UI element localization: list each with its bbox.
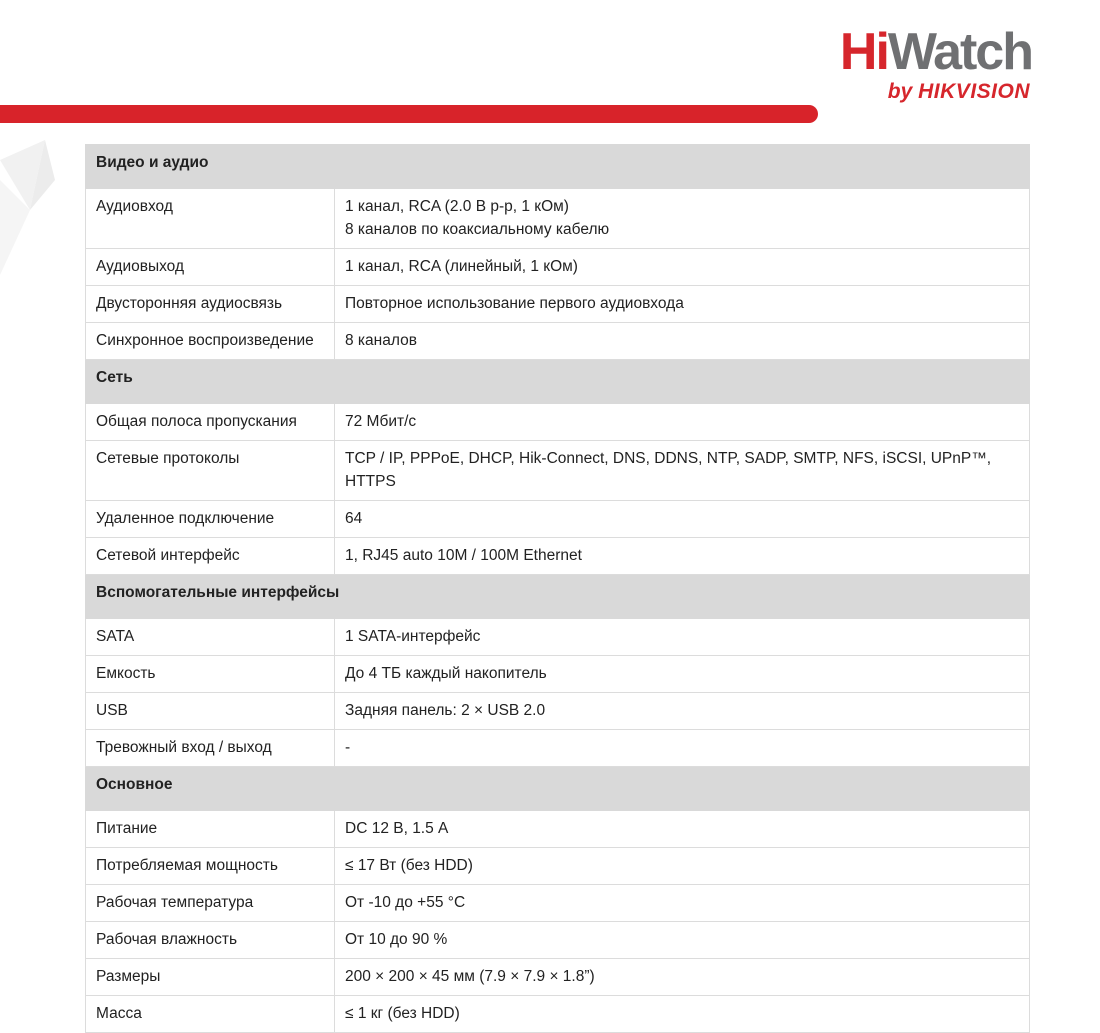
spec-value-line: Повторное использование первого аудиовхода xyxy=(345,295,684,312)
spec-row xyxy=(86,959,1030,996)
spec-label: Емкость xyxy=(86,656,335,693)
spec-label: Аудиовыход xyxy=(86,249,335,286)
spec-value-line: - xyxy=(345,739,351,756)
spec-label: Масса xyxy=(86,996,335,1033)
spec-value-line: 8 каналов xyxy=(345,332,417,349)
logo-wordmark xyxy=(839,23,1032,81)
spec-row xyxy=(86,885,1030,922)
specifications-table xyxy=(85,144,1030,1033)
spec-value-line: 1, RJ45 auto 10M / 100M Ethernet xyxy=(345,547,582,564)
spec-row xyxy=(86,656,1030,693)
spec-value xyxy=(335,323,1030,360)
section-header-row xyxy=(86,145,1030,189)
spec-value-line: 72 Мбит/с xyxy=(345,413,417,430)
spec-row xyxy=(86,811,1030,848)
section-header-row xyxy=(86,767,1030,811)
spec-value-line: 8 каналов по коаксиальному кабелю xyxy=(345,221,610,238)
spec-label: Потребляемая мощность xyxy=(86,848,335,885)
spec-value xyxy=(335,538,1030,575)
spec-value-line: 1 SATA-интерфейс xyxy=(345,628,481,645)
spec-value-line: До 4 ТБ каждый накопитель xyxy=(345,665,547,682)
spec-row xyxy=(86,848,1030,885)
spec-value-line: От 10 до 90 % xyxy=(345,931,448,948)
spec-label: Рабочая температура xyxy=(86,885,335,922)
logo-hi-text: Hi xyxy=(839,23,888,81)
spec-value-line: ≤ 1 кг (без HDD) xyxy=(345,1005,460,1022)
spec-value xyxy=(335,441,1030,501)
spec-value xyxy=(335,848,1030,885)
section-header-row xyxy=(86,360,1030,404)
spec-value xyxy=(335,730,1030,767)
spec-value-line: 64 xyxy=(345,510,363,527)
spec-label: Двусторонняя аудиосвязь xyxy=(86,286,335,323)
spec-row xyxy=(86,404,1030,441)
spec-label: Синхронное воспроизведение xyxy=(86,323,335,360)
logo-watch-text: Watch xyxy=(887,23,1032,81)
spec-value xyxy=(335,501,1030,538)
logo-parent-brand: HIKVISION xyxy=(918,80,1030,103)
spec-value-line: 200 × 200 × 45 мм (7.9 × 7.9 × 1.8”) xyxy=(345,968,595,985)
spec-value xyxy=(335,693,1030,730)
spec-label: Сетевой интерфейс xyxy=(86,538,335,575)
spec-value xyxy=(335,996,1030,1033)
spec-row xyxy=(86,286,1030,323)
section-title: Вспомогательные интерфейсы xyxy=(86,575,1030,619)
spec-value xyxy=(335,885,1030,922)
spec-label: SATA xyxy=(86,619,335,656)
spec-row xyxy=(86,323,1030,360)
specifications-body xyxy=(86,145,1030,1033)
spec-value-line: От -10 до +55 °С xyxy=(345,894,466,911)
section-title: Сеть xyxy=(86,360,1030,404)
spec-value xyxy=(335,404,1030,441)
spec-label: USB xyxy=(86,693,335,730)
spec-label: Рабочая влажность xyxy=(86,922,335,959)
spec-row xyxy=(86,538,1030,575)
section-title: Видео и аудио xyxy=(86,145,1030,189)
spec-value-line: TCP / IP, PPPoE, DHCP, Hik-Connect, DNS, DDNS, NTP, SADP, SMTP, NFS, iSCSI, UPnP™, HTTPS xyxy=(345,450,992,490)
spec-label: Сетевые протоколы xyxy=(86,441,335,501)
spec-value xyxy=(335,286,1030,323)
section-title: Основное xyxy=(86,767,1030,811)
spec-label: Размеры xyxy=(86,959,335,996)
decorative-polygon-icon xyxy=(0,140,60,280)
logo-by-text: by xyxy=(887,80,913,103)
spec-value xyxy=(335,619,1030,656)
header-red-bar xyxy=(0,105,818,123)
spec-label: Аудиовход xyxy=(86,189,335,249)
spec-value xyxy=(335,811,1030,848)
spec-value xyxy=(335,249,1030,286)
spec-value xyxy=(335,656,1030,693)
spec-row xyxy=(86,501,1030,538)
spec-value-line: DC 12 В, 1.5 А xyxy=(345,820,449,837)
spec-value xyxy=(335,959,1030,996)
spec-row xyxy=(86,441,1030,501)
spec-label: Общая полоса пропускания xyxy=(86,404,335,441)
spec-value xyxy=(335,189,1030,249)
brand-logo xyxy=(812,23,1032,106)
spec-label: Питание xyxy=(86,811,335,848)
spec-value-line: 1 канал, RCA (линейный, 1 кОм) xyxy=(345,258,578,275)
spec-value-line: ≤ 17 Вт (без HDD) xyxy=(345,857,473,874)
spec-label: Тревожный вход / выход xyxy=(86,730,335,767)
spec-row xyxy=(86,693,1030,730)
spec-row xyxy=(86,922,1030,959)
spec-row xyxy=(86,996,1030,1033)
spec-row xyxy=(86,730,1030,767)
spec-row xyxy=(86,619,1030,656)
spec-label: Удаленное подключение xyxy=(86,501,335,538)
section-header-row xyxy=(86,575,1030,619)
logo-subtitle xyxy=(888,80,1030,104)
spec-row xyxy=(86,189,1030,249)
spec-value xyxy=(335,922,1030,959)
spec-row xyxy=(86,249,1030,286)
spec-value-line: 1 канал, RCA (2.0 В р-р, 1 кОм) xyxy=(345,198,569,215)
spec-value-line: Задняя панель: 2 × USB 2.0 xyxy=(345,702,546,719)
